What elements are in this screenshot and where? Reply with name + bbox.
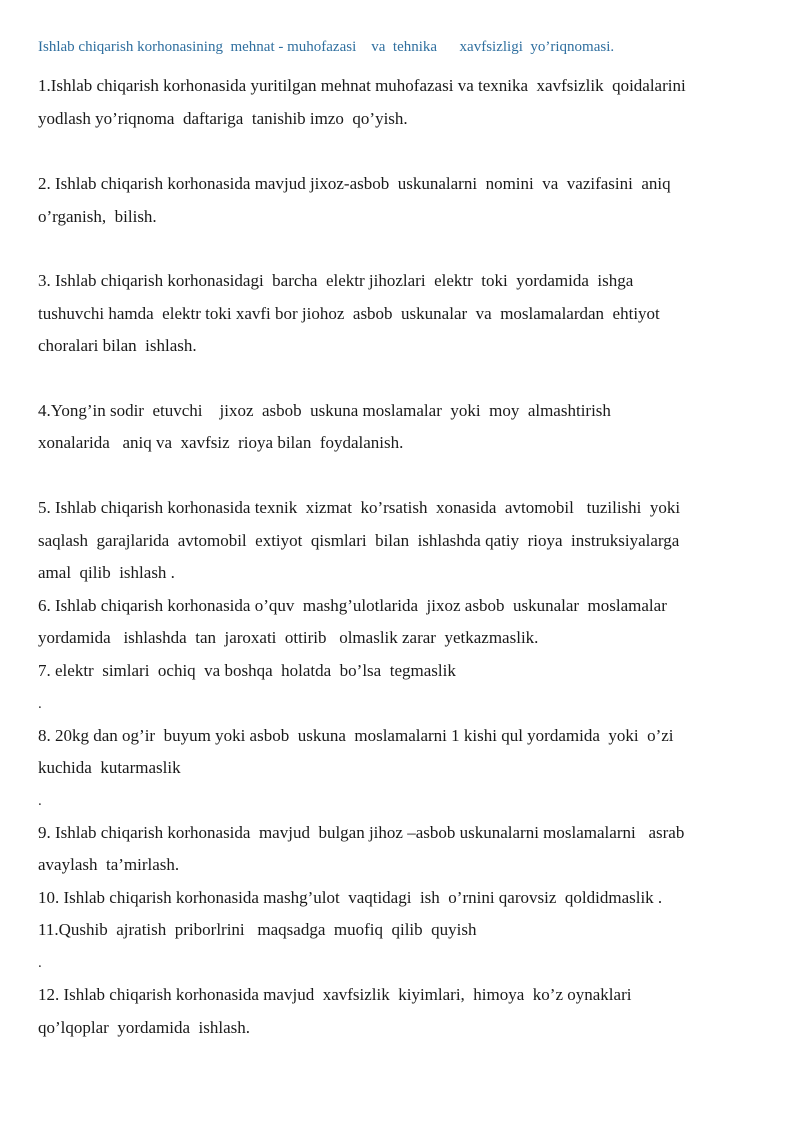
item-2-line-1: 2. Ishlab chiqarish korhonasida mavjud jixoz-asbob uskunalarni nomini va vazifasini aniq xyxy=(38,174,671,193)
item-4-line-2: xonalarida aniq va xavfsiz rioya bilan foydalanish. xyxy=(38,433,404,452)
item-1-line-1: 1.Ishlab chiqarish korhonasida yuritilgan mehnat muhofazasi va texnika xavfsizlik qoidalarini xyxy=(38,76,686,95)
item-8-line-1: 8. 20kg dan og’ir buyum yoki asbob uskuna moslamalarni 1 kishi qul yordamida yoki o’zi xyxy=(38,726,674,745)
item-1-line-2: yodlash yo’riqnoma daftariga tanishib imzo qo’yish. xyxy=(38,109,408,128)
item-4-line-1: 4.Yong’in sodir etuvchi jixoz asbob uskuna moslamalar yoki moy almashtirish xyxy=(38,401,611,420)
document-title: Ishlab chiqarish korhonasining mehnat - muhofazasi va tehnika xavfsizligi yo’riqnomasi. xyxy=(38,39,615,55)
item-3-line-2: tushuvchi hamda elektr toki xavfi bor jiohoz asbob uskunalar va moslamalardan ehtiyot xyxy=(38,304,660,323)
item-9-line-1: 9. Ishlab chiqarish korhonasida mavjud bulgan jihoz –asbob uskunalarni moslamalarni asrab xyxy=(38,823,685,842)
item-8-line-2: kuchida kutarmaslik xyxy=(38,758,181,777)
item-5-line-3: amal qilib ishlash . xyxy=(38,563,175,582)
item-5-line-1: 5. Ishlab chiqarish korhonasida texnik xizmat ko’rsatish xonasida avtomobil tuzilishi yoki xyxy=(38,498,681,517)
item-12-line-2: qo’lqoplar yordamida ishlash. xyxy=(38,1018,250,1037)
item-5-line-2: saqlash garajlarida avtomobil extiyot qismlari bilan ishlashda qatiy rioya instruksiyalarga xyxy=(38,531,680,550)
item-12-line-1: 12. Ishlab chiqarish korhonasida mavjud xavfsizlik kiyimlari, himoya ko’z oynaklari xyxy=(38,985,632,1004)
item-11-trailing-mark: . xyxy=(38,955,42,971)
item-3-line-3: choralari bilan ishlash. xyxy=(38,336,197,355)
item-7-line-1: 7. elektr simlari ochiq va boshqa holatda bo’lsa tegmaslik xyxy=(38,661,456,680)
item-11-line-1: 11.Qushib ajratish priborlrini maqsadga muofiq qilib quyish xyxy=(38,920,477,939)
item-6-line-2: yordamida ishlashda tan jaroxati ottirib olmaslik zarar yetkazmaslik. xyxy=(38,628,539,647)
item-6-line-1: 6. Ishlab chiqarish korhonasida o’quv mashg’ulotlarida jixoz asbob uskunalar moslamalar xyxy=(38,596,667,615)
item-8-trailing-mark: . xyxy=(38,793,42,809)
item-2-line-2: o’rganish, bilish. xyxy=(38,207,157,226)
item-10-line-1: 10. Ishlab chiqarish korhonasida mashg’ulot vaqtidagi ish o’rnini qarovsiz qoldidmaslik . xyxy=(38,888,663,907)
item-9-line-2: avaylash ta’mirlash. xyxy=(38,855,180,874)
item-7-trailing-mark: . xyxy=(38,696,42,712)
item-3-line-1: 3. Ishlab chiqarish korhonasidagi barcha elektr jihozlari elektr toki yordamida ishga xyxy=(38,271,634,290)
